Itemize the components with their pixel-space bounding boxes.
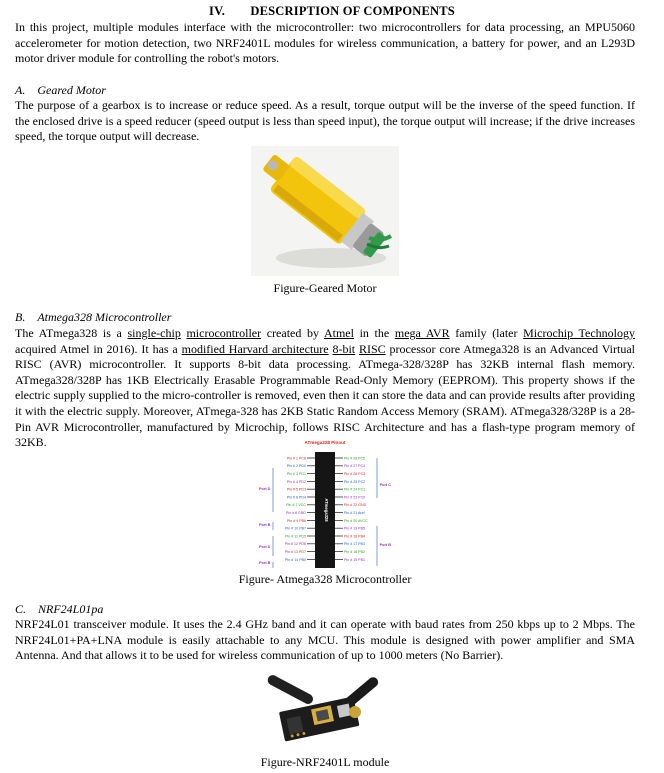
right-pin-label: Pin # 16 PB2	[344, 550, 365, 554]
link-8-bit[interactable]: 8-bit	[332, 341, 356, 356]
left-pin-label: Pin # 10 PB7	[285, 526, 306, 531]
left-pin-label: Pin # 9 PB6	[287, 518, 306, 523]
subsection-a-title: Geared Motor	[37, 83, 106, 97]
left-pin-label: Pin # 13 PD7	[284, 550, 306, 554]
left-pin-label: Pin # 12 PD6	[284, 542, 306, 547]
chip-label: ATmega328	[324, 498, 329, 522]
diagram-title: ATmega328 Pinout	[304, 440, 346, 445]
subsection-c-title: NRF24L01pa	[38, 602, 104, 616]
section-number: IV.	[209, 4, 226, 18]
text: family (later	[449, 326, 524, 340]
left-pin-label: Pin # 2 PD0	[286, 464, 306, 469]
left-pin-label: Pin # 1 PC6	[286, 456, 306, 461]
figure-b-caption: Figure- Atmega328 Microcontroller	[238, 572, 412, 586]
right-pin-label: Pin # 26 PC3	[344, 472, 366, 476]
text: processor core Atmega328 is an Advanced Virtual RISC (AVR) microcontroller. It supports 8-bit data processing. ATmega-328/328P has 32KB internal flash memory. ATmega328/328P has 1KB Electrically Erasable Programmable Read-Only Memory (EEPROM). This property shows if the electric supply supplied to the micro-controller is removed, even then it can store the data and can provide results after providing it with the electric supply. Moreover, ATmega-328 has 2KB Static Random Access Memory (SRAM). ATmega328/328P is a 28-Pin AVR Microcontroller, manufactured by Microchip, follows RISC Architecture and has a flash-type program memory of 32KB.	[15, 341, 636, 450]
port-label: Port B	[259, 561, 271, 565]
left-pin-label: Pin # 6 PD4	[286, 495, 306, 500]
left-pin-label: Pin # 3 PD1	[286, 472, 306, 476]
right-pin-label: Pin # 25 PC2	[344, 479, 366, 484]
link-single-chip[interactable]: single-chip	[127, 326, 181, 340]
text: in the	[353, 326, 395, 340]
left-pin-label: Pin # 11 PD5	[285, 534, 306, 539]
section-title	[0, 4, 664, 19]
text: The ATmega328 is a	[15, 326, 128, 340]
text: created by	[261, 326, 324, 340]
right-pin-label: Pin # 20 AVCC	[344, 518, 368, 523]
port-label: Port D	[259, 487, 271, 491]
subsection-b-title: Atmega328 Microcontroller	[37, 310, 172, 324]
link-microchip-technology[interactable]: Microchip Technology	[523, 326, 636, 340]
link-modified-harvard-architecture[interactable]: modified Harvard architecture	[181, 341, 329, 356]
right-pin-label: Pin # 28 PC5	[344, 456, 366, 461]
text: acquired Atmel in 2016). It has a	[15, 341, 182, 356]
nrf2401l-module-image	[259, 668, 391, 752]
right-pin-label: Pin # 18 PB4	[344, 534, 365, 539]
left-pin-label: Pin # 14 PB0	[285, 557, 306, 562]
figure-c-caption: Figure-NRF2401L module	[260, 755, 390, 769]
subsection-a-letter: A.	[15, 83, 26, 97]
right-pin-label: Pin # 15 PB1	[344, 557, 365, 562]
subsection-c-letter: C.	[15, 602, 27, 616]
intro-paragraph: In this project, multiple modules interface with the microcontroller: two microcontrollers for data processing, an MPU5060 accelerometer for motion detection, two NRF2401L modules for wireless communication, a battery for power, and an L293D motor driver module for controlling the robot's motors.	[15, 20, 635, 66]
left-pin-label: Pin # 4 PD2	[286, 479, 306, 484]
figure-a-caption: Figure-Geared Motor	[273, 281, 377, 295]
subsection-b-paragraph	[15, 326, 635, 451]
port-label: Port B	[379, 543, 391, 547]
atmega328-pinout-diagram	[255, 438, 395, 570]
link-mega-avr[interactable]: mega AVR	[394, 326, 450, 340]
link-microcontroller[interactable]: microcontroller	[186, 326, 262, 340]
left-pin-label: Pin # 8 GND	[285, 511, 306, 515]
link-risc[interactable]: RISC	[359, 341, 386, 356]
link-atmel[interactable]: Atmel	[323, 326, 354, 340]
right-pin-label: Pin # 27 PC4	[344, 464, 366, 469]
right-pin-label: Pin # 19 PB5	[344, 526, 365, 531]
subsection-c-heading	[15, 602, 103, 617]
geared-motor-image	[251, 146, 399, 276]
section-heading: DESCRIPTION OF COMPONENTS	[250, 4, 455, 18]
port-label: Port B	[259, 523, 271, 527]
subsection-c-paragraph: NRF24L01 transceiver module. It uses the 2.4 GHz band and it can operate with baud rates from 250 kbps up to 2 Mbps. The NRF24L01+PA+LNA module is easily attachable to any MCU. This module is designed with power amplifier and SMA Antenna. And that allows it to be used for wireless communication of up to 1000 meters (No Barrier).	[15, 617, 635, 663]
port-label: Port C	[379, 483, 391, 487]
subsection-b-heading	[15, 310, 171, 325]
left-pin-label: Pin # 7 VCC	[286, 503, 306, 508]
subsection-b-letter: B.	[15, 310, 26, 324]
subsection-a-paragraph: The purpose of a gearbox is to increase or reduce speed. As a result, torque output will be the inverse of the speed function. If the enclosed drive is a speed reducer (speed output is less than speed input), the torque output will increase; if the drive increases speed, the torque output will decrease.	[15, 98, 635, 144]
right-pin-label: Pin # 24 PC1	[344, 487, 366, 492]
right-pin-label: Pin # 22 GND	[344, 503, 367, 508]
right-pin-label: Pin # 17 PB3	[344, 542, 365, 547]
right-pin-label: Pin # 21 Aref	[344, 511, 365, 515]
left-pin-label: Pin # 5 PD3	[286, 487, 306, 492]
port-label: Port D	[259, 545, 271, 549]
subsection-a-heading	[15, 83, 106, 98]
right-pin-label: Pin # 23 PC0	[344, 495, 366, 500]
